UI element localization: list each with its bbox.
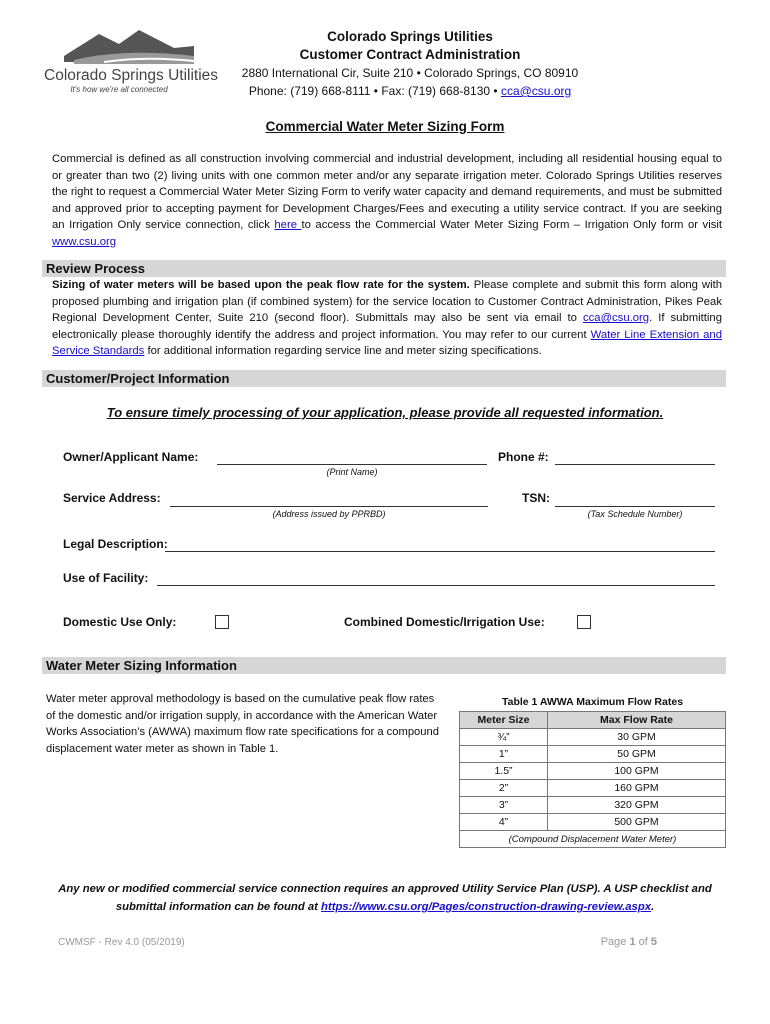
address-label: Service Address: <box>63 491 161 505</box>
section-sizing: Water Meter Sizing Information <box>42 657 726 674</box>
intro-text-2: to access the Commercial Water Meter Sizing Form – Irrigation Only form or visit <box>301 219 722 232</box>
review-bold: Sizing of water meters will be based upon the peak flow rate for the system. <box>52 279 470 291</box>
domestic-checkbox[interactable] <box>215 615 229 629</box>
usp-link[interactable]: https://www.csu.org/Pages/construction-drawing-review.aspx <box>321 901 652 913</box>
notice-heading: To ensure timely processing of your application, please provide all requested information. <box>106 405 664 420</box>
table-row <box>460 780 726 797</box>
page-number <box>601 936 657 948</box>
col-meter-size: Meter Size <box>460 712 548 729</box>
csu-link[interactable]: www.csu.org <box>52 235 117 248</box>
meter-size-cell: 4” <box>460 814 548 831</box>
legal-label: Legal Description: <box>63 537 168 551</box>
table-footnote: (Compound Displacement Water Meter) <box>460 831 726 848</box>
sizing-paragraph: Water meter approval methodology is based on the cumulative peak flow rates of the domestic and/or irrigation supply, in accordance with the American Water Works Association’s (AWWA) maximum flow rate specifications for a compound displacement water meter as shown in Table 1. <box>46 693 439 755</box>
usp-text: Any new or modified commercial service connection requires an approved Utility Service Plan (USP). A USP checklist and submittal information can be found at <box>58 883 712 913</box>
max-flow-cell: 50 GPM <box>548 746 726 763</box>
legal-input[interactable] <box>165 551 715 552</box>
page-of: of <box>635 936 651 948</box>
tsn-input[interactable] <box>555 506 715 507</box>
page-current: 1 <box>629 936 636 948</box>
section-customer: Customer/Project Information <box>42 370 726 387</box>
revision-label: CWMSF - Rev 4.0 (05/2019) <box>58 937 185 948</box>
intro-text: Commercial is defined as all construction involving commercial and industrial development, including all residential housing equal to or greater than two (2) living units with one common meter and/or any separate irrigation meter. Colorado Springs Utilities reserves the right to request a Commercial Water Meter Sizing Form to verify water capacity and demand requirements, and must be submitted and approved prior to accepting payment for Development Charges/Fees and executing a utility service contract. If you are seeking an Irrigation Only service connection, click <box>52 153 722 232</box>
logo <box>44 26 219 94</box>
combined-label: Combined Domestic/Irrigation Use: <box>344 615 545 629</box>
table-row <box>460 814 726 831</box>
address-input[interactable] <box>170 506 488 507</box>
table-row <box>460 763 726 780</box>
meter-size-cell: 1” <box>460 746 548 763</box>
here-link[interactable]: here <box>274 219 302 232</box>
meter-size-cell: 1.5” <box>460 763 548 780</box>
use-input[interactable] <box>157 585 715 586</box>
table-row <box>460 729 726 746</box>
usp-notice <box>40 880 730 916</box>
standards-link[interactable]: Water Line Extension and Service Standards <box>52 328 722 358</box>
max-flow-cell: 320 GPM <box>548 797 726 814</box>
max-flow-cell: 30 GPM <box>548 729 726 746</box>
dept-name: Customer Contract Administration <box>299 47 521 62</box>
use-label: Use of Facility: <box>63 571 149 585</box>
owner-label: Owner/Applicant Name: <box>63 450 199 464</box>
domestic-label: Domestic Use Only: <box>63 615 177 629</box>
table-row <box>460 746 726 763</box>
flow-rate-table <box>459 696 726 848</box>
review-text-3: for additional information regarding service line and meter sizing specifications. <box>144 345 542 358</box>
meter-size-cell: 3” <box>460 797 548 814</box>
max-flow-cell: 100 GPM <box>548 763 726 780</box>
review-text-2: . If submitting electronically please thoroughly identify the address and project information. You may refer to our current <box>52 312 723 341</box>
meter-size-cell: ¾” <box>460 729 548 746</box>
usp-end: . <box>651 901 655 913</box>
logo-name: Colorado Springs Utilities <box>44 67 219 84</box>
email-link-2[interactable]: cca@csu.org <box>582 312 650 325</box>
review-paragraph <box>52 277 722 360</box>
meter-size-cell: 2” <box>460 780 548 797</box>
email-link[interactable]: cca@csu.org <box>500 84 572 98</box>
tsn-hint: (Tax Schedule Number) <box>587 509 683 519</box>
combined-checkbox[interactable] <box>577 615 591 629</box>
address: 2880 International Cir, Suite 210 • Colorado Springs, CO 80910 <box>241 66 579 80</box>
page-prefix: Page <box>600 936 630 948</box>
review-text: Please complete and submit this form along with proposed plumbing and irrigation plan (if combined system) for the service location to Customer Contract Administration, Pikes Peak Regional Development Center, Suite 210 (second floor). Submittals may also be sent via email to <box>52 279 723 325</box>
logo-tagline: It's how we're all connected <box>70 85 168 94</box>
address-hint: (Address issued by PPRBD) <box>272 509 386 519</box>
page-title: Commercial Water Meter Sizing Form <box>265 119 505 134</box>
intro-paragraph <box>52 151 722 251</box>
tsn-label: TSN: <box>522 491 550 505</box>
max-flow-cell: 500 GPM <box>548 814 726 831</box>
owner-hint: (Print Name) <box>326 467 378 477</box>
phone-input[interactable] <box>555 464 715 465</box>
max-flow-cell: 160 GPM <box>548 780 726 797</box>
org-name: Colorado Springs Utilities <box>327 29 493 44</box>
letterhead <box>220 28 600 100</box>
phone-label: Phone #: <box>498 450 549 464</box>
table-row <box>460 797 726 814</box>
section-review: Review Process <box>42 260 726 277</box>
table-title: Table 1 AWWA Maximum Flow Rates <box>501 696 684 708</box>
page-total: 5 <box>650 936 657 948</box>
owner-input[interactable] <box>217 464 487 465</box>
mountain-logo-icon <box>44 26 212 66</box>
phone-fax: Phone: (719) 668-8111 • Fax: (719) 668-8130 • <box>248 84 501 98</box>
col-max-flow: Max Flow Rate <box>548 712 726 729</box>
